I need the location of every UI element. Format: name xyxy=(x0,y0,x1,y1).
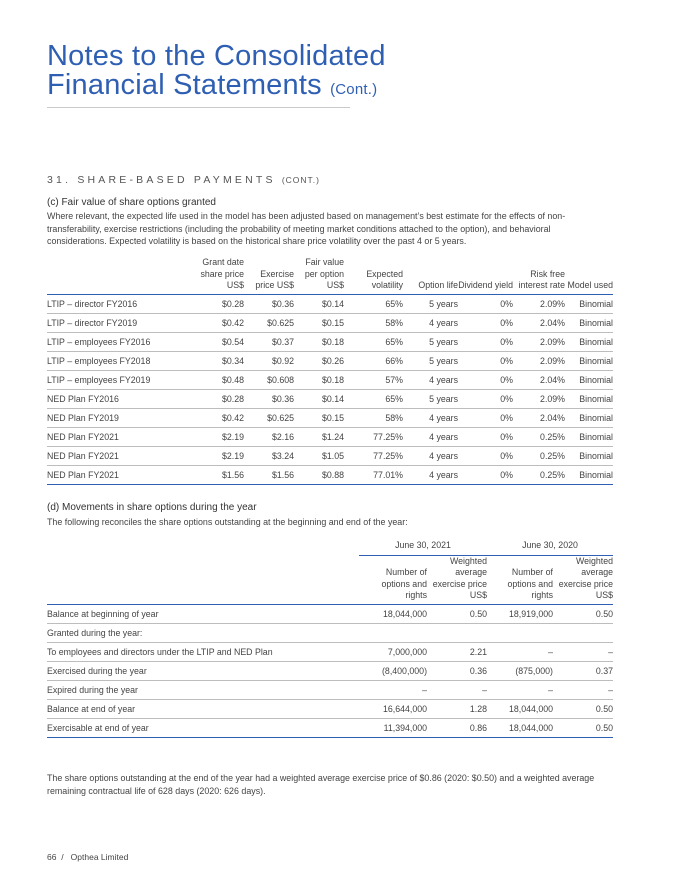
table-cell: 4 years xyxy=(403,427,458,446)
table-cell: $0.26 xyxy=(294,351,344,370)
table-cell: 1.28 xyxy=(427,699,487,718)
table-cell: 2.04% xyxy=(513,370,565,389)
table-cell: $0.14 xyxy=(294,294,344,313)
table-row xyxy=(47,294,613,313)
table-cell: Binomial xyxy=(565,446,613,465)
table-cell xyxy=(487,623,553,642)
table-cell: 2.04% xyxy=(513,313,565,332)
table-cell: LTIP – director FY2016 xyxy=(47,294,197,313)
table-cell: 0% xyxy=(458,294,513,313)
table-cell: 0% xyxy=(458,408,513,427)
table-cell: Binomial xyxy=(565,389,613,408)
table-cell: 57% xyxy=(344,370,403,389)
title-line-2: Financial Statements xyxy=(47,69,322,101)
table-cell: $3.24 xyxy=(244,446,294,465)
table-cell: 0% xyxy=(458,313,513,332)
table-row xyxy=(47,427,613,446)
table-cell: $0.42 xyxy=(197,313,244,332)
table-row xyxy=(47,313,613,332)
table-cell: NED Plan FY2019 xyxy=(47,408,197,427)
table-cell: – xyxy=(553,642,613,661)
table-cell: Binomial xyxy=(565,465,613,484)
table-cell: $0.15 xyxy=(294,408,344,427)
table-row xyxy=(47,661,613,680)
table-cell: 4 years xyxy=(403,313,458,332)
footer-separator: / xyxy=(61,852,64,862)
table-cell: Balance at beginning of year xyxy=(47,604,359,623)
header-cell: Dividend yield xyxy=(458,257,513,294)
table-cell: – xyxy=(487,680,553,699)
table-cell: Binomial xyxy=(565,294,613,313)
table-cell: 0% xyxy=(458,427,513,446)
table-row xyxy=(47,623,613,642)
table-cell: 2.09% xyxy=(513,389,565,408)
table-row xyxy=(47,718,613,737)
table-cell: 65% xyxy=(344,389,403,408)
header-cell xyxy=(47,555,359,604)
table-cell: 7,000,000 xyxy=(359,642,427,661)
table-cell: Binomial xyxy=(565,370,613,389)
table-cell: Binomial xyxy=(565,313,613,332)
table-row xyxy=(47,699,613,718)
table-cell: 2.21 xyxy=(427,642,487,661)
table-cell: $0.28 xyxy=(197,389,244,408)
table-cell: 0.50 xyxy=(427,604,487,623)
table-cell: 58% xyxy=(344,313,403,332)
table-cell: Binomial xyxy=(565,332,613,351)
table-cell: 0.86 xyxy=(427,718,487,737)
fair-value-table xyxy=(47,257,613,485)
header-cell: Weighted average exercise price US$ xyxy=(553,555,613,604)
table-cell: $0.42 xyxy=(197,408,244,427)
subheading-c: (c) Fair value of share options granted xyxy=(47,197,216,208)
table-cell: Granted during the year: xyxy=(47,623,359,642)
table-cell: – xyxy=(427,680,487,699)
table-cell: $1.56 xyxy=(197,465,244,484)
table-cell: $0.36 xyxy=(244,389,294,408)
table-cell: 65% xyxy=(344,332,403,351)
table-cell: 0% xyxy=(458,370,513,389)
table-cell: NED Plan FY2021 xyxy=(47,465,197,484)
table-cell: NED Plan FY2016 xyxy=(47,389,197,408)
table-cell: 5 years xyxy=(403,389,458,408)
table-cell: (8,400,000) xyxy=(359,661,427,680)
table-cell: $0.28 xyxy=(197,294,244,313)
table-row xyxy=(47,680,613,699)
table-cell: $0.37 xyxy=(244,332,294,351)
table-cell: Binomial xyxy=(565,351,613,370)
table-cell: $0.88 xyxy=(294,465,344,484)
table-cell: 0.36 xyxy=(427,661,487,680)
table-row xyxy=(47,351,613,370)
table-cell: $2.16 xyxy=(244,427,294,446)
table-cell: 11,394,000 xyxy=(359,718,427,737)
header-cell xyxy=(47,257,197,294)
table-cell: 0.25% xyxy=(513,465,565,484)
title-cont: (Cont.) xyxy=(330,81,378,98)
table-cell: LTIP – employees FY2019 xyxy=(47,370,197,389)
table-cell: $0.18 xyxy=(294,332,344,351)
table-cell: 5 years xyxy=(403,332,458,351)
table-cell: $1.05 xyxy=(294,446,344,465)
page-footer xyxy=(47,852,128,862)
header-cell: Option life xyxy=(403,257,458,294)
table-cell: 5 years xyxy=(403,294,458,313)
table-cell: $0.625 xyxy=(244,313,294,332)
title-line-1: Notes to the Consolidated xyxy=(47,40,386,72)
subheading-d: (d) Movements in share options during the year xyxy=(47,502,257,513)
table-cell: To employees and directors under the LTIP and NED Plan xyxy=(47,642,359,661)
movements-table xyxy=(47,540,613,738)
table-cell: 77.25% xyxy=(344,446,403,465)
table-row xyxy=(47,332,613,351)
paragraph-c: Where relevant, the expected life used in the model has been adjusted based on management’s best estimate for the effects of non-transferability, exercise restrictions (including the probability of meeting market conditions attached to the option), and behavioral considerations. Expected volatility is based on the historical share price volatility over the past 4 or 5 years. xyxy=(47,211,566,247)
table-cell: 0.50 xyxy=(553,604,613,623)
table-cell: Binomial xyxy=(565,427,613,446)
table-cell: 0% xyxy=(458,351,513,370)
title-divider xyxy=(47,107,350,108)
table-cell: 77.25% xyxy=(344,427,403,446)
table-cell: LTIP – employees FY2016 xyxy=(47,332,197,351)
table-cell: 0.50 xyxy=(553,699,613,718)
table-cell: 18,044,000 xyxy=(487,699,553,718)
table-cell: $0.36 xyxy=(244,294,294,313)
table-cell: $0.14 xyxy=(294,389,344,408)
header-cell: Risk free interest rate xyxy=(513,257,565,294)
table-cell: (875,000) xyxy=(487,661,553,680)
table-cell xyxy=(427,623,487,642)
table-row xyxy=(47,389,613,408)
table-cell: 0.37 xyxy=(553,661,613,680)
table-cell: 2.09% xyxy=(513,351,565,370)
table-cell: $2.19 xyxy=(197,427,244,446)
table-cell: $2.19 xyxy=(197,446,244,465)
header-cell: Expected volatility xyxy=(344,257,403,294)
header-cell: Fair value per option US$ xyxy=(294,257,344,294)
table-cell: 58% xyxy=(344,408,403,427)
table-row xyxy=(47,465,613,484)
closing-paragraph: The share options outstanding at the end of the year had a weighted average exercise price of $0.86 (2020: $0.50) and a weighted average remaining contractual life of 628 days (2020: 626 days). xyxy=(47,773,595,796)
table-cell: $0.34 xyxy=(197,351,244,370)
table-cell: 4 years xyxy=(403,408,458,427)
table-cell: NED Plan FY2021 xyxy=(47,427,197,446)
table-row xyxy=(47,446,613,465)
table-cell: 0% xyxy=(458,389,513,408)
table-cell: 4 years xyxy=(403,370,458,389)
table-cell: – xyxy=(553,680,613,699)
table-cell: $0.54 xyxy=(197,332,244,351)
table-cell: 0.50 xyxy=(553,718,613,737)
header-cell: Grant date share price US$ xyxy=(197,257,244,294)
table-cell: Binomial xyxy=(565,408,613,427)
table-cell: Expired during the year xyxy=(47,680,359,699)
header-cell: Number of options and rights xyxy=(487,555,553,604)
table-cell: $0.15 xyxy=(294,313,344,332)
table-cell xyxy=(359,623,427,642)
table-cell: 2.09% xyxy=(513,332,565,351)
company-name: Opthea Limited xyxy=(70,852,129,862)
page-title xyxy=(47,42,386,104)
table-cell: – xyxy=(487,642,553,661)
table-cell: 16,644,000 xyxy=(359,699,427,718)
section-heading xyxy=(47,174,320,186)
table-cell: 0.25% xyxy=(513,427,565,446)
table-cell: 18,919,000 xyxy=(487,604,553,623)
table-cell: 65% xyxy=(344,294,403,313)
table-cell: Exercised during the year xyxy=(47,661,359,680)
table-cell: 4 years xyxy=(403,446,458,465)
table-cell: LTIP – director FY2019 xyxy=(47,313,197,332)
header-cell: Model used xyxy=(565,257,613,294)
table-cell: $0.608 xyxy=(244,370,294,389)
table-cell: 18,044,000 xyxy=(359,604,427,623)
table-cell: $0.18 xyxy=(294,370,344,389)
table-cell: 4 years xyxy=(403,465,458,484)
table-cell: Exercisable at end of year xyxy=(47,718,359,737)
page-number: 66 xyxy=(47,852,57,862)
header-cell: Number of options and rights xyxy=(359,555,427,604)
table-cell: $0.92 xyxy=(244,351,294,370)
table-cell: $1.24 xyxy=(294,427,344,446)
table-cell: Balance at end of year xyxy=(47,699,359,718)
table-cell: 0% xyxy=(458,446,513,465)
table-cell: $0.48 xyxy=(197,370,244,389)
table-row xyxy=(47,642,613,661)
table-cell: 0% xyxy=(458,465,513,484)
table-cell: $1.56 xyxy=(244,465,294,484)
table-row xyxy=(47,604,613,623)
table-cell: NED Plan FY2021 xyxy=(47,446,197,465)
table-cell: 5 years xyxy=(403,351,458,370)
section-label: 31. SHARE-BASED PAYMENTS xyxy=(47,174,276,186)
table-cell: – xyxy=(359,680,427,699)
section-cont: (CONT.) xyxy=(281,175,320,185)
table-cell: 0.25% xyxy=(513,446,565,465)
header-cell: Weighted average exercise price US$ xyxy=(427,555,487,604)
table-cell: 0% xyxy=(458,332,513,351)
table-cell: 66% xyxy=(344,351,403,370)
table-cell: $0.625 xyxy=(244,408,294,427)
table-cell: LTIP – employees FY2018 xyxy=(47,351,197,370)
table-cell: 18,044,000 xyxy=(487,718,553,737)
table-row xyxy=(47,370,613,389)
table-row xyxy=(47,408,613,427)
group-header-2020: June 30, 2020 xyxy=(487,540,613,555)
table-cell: 2.09% xyxy=(513,294,565,313)
table-cell: 77.01% xyxy=(344,465,403,484)
table-cell: 2.04% xyxy=(513,408,565,427)
table-cell xyxy=(553,623,613,642)
header-cell: Exercise price US$ xyxy=(244,257,294,294)
paragraph-d: The following reconciles the share options outstanding at the beginning and end of the year: xyxy=(47,517,408,527)
group-header-2021: June 30, 2021 xyxy=(359,540,487,555)
